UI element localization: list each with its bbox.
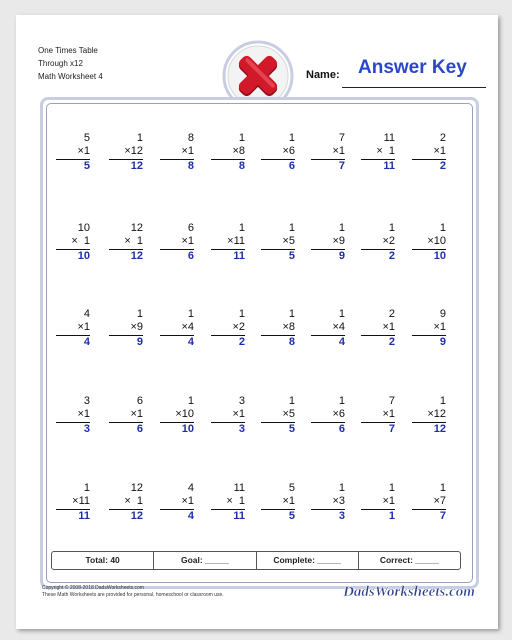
- problem-answer: 8: [238, 160, 245, 172]
- problem-top-number: 12: [130, 482, 143, 494]
- problem-answer: 6: [187, 250, 194, 262]
- multiplication-problem: [56, 222, 90, 272]
- multiplication-problem: [311, 308, 345, 358]
- problem-multiplier: ×12: [427, 408, 446, 420]
- problem-multiplier: ×4: [332, 321, 345, 333]
- problem-answer: 10: [77, 250, 90, 262]
- multiplication-problem: [160, 395, 194, 445]
- problem-multiplier: ×1: [433, 145, 446, 157]
- problem-answer: 5: [288, 423, 295, 435]
- problem-multiplier: ×12: [124, 145, 143, 157]
- problem-top-number: 2: [388, 308, 395, 320]
- problem-multiplier: ×1: [181, 495, 194, 507]
- problem-multiplier: ×1: [332, 145, 345, 157]
- problem-top-number: 1: [338, 308, 345, 320]
- problem-multiplier: ×10: [175, 408, 194, 420]
- problem-multiplier: ×1: [282, 495, 295, 507]
- name-field: [306, 57, 486, 87]
- multiplication-problem: [160, 132, 194, 182]
- problem-multiplier: ×3: [332, 495, 345, 507]
- problem-top-number: 11: [383, 132, 395, 144]
- multiplication-problem: [412, 308, 446, 358]
- name-label: Name:: [306, 69, 340, 81]
- problem-answer: 10: [433, 250, 446, 262]
- problem-multiplier: ×6: [332, 408, 345, 420]
- worksheet-page: [16, 15, 498, 629]
- problem-multiplier: ×2: [232, 321, 245, 333]
- problem-answer: 9: [136, 336, 143, 348]
- problem-multiplier: × 1: [226, 495, 245, 507]
- problem-top-number: 5: [288, 482, 295, 494]
- multiplication-problem: [412, 482, 446, 532]
- copyright-notice: [42, 585, 224, 599]
- multiplication-problem: [412, 222, 446, 272]
- problem-answer: 7: [388, 423, 395, 435]
- problem-top-number: 1: [388, 222, 395, 234]
- problem-multiplier: × 1: [71, 235, 90, 247]
- problem-answer: 12: [130, 250, 143, 262]
- problem-multiplier: ×1: [77, 321, 90, 333]
- problem-multiplier: ×11: [227, 235, 245, 247]
- problem-multiplier: ×5: [282, 235, 295, 247]
- problem-answer: 9: [439, 336, 446, 348]
- answer-key-title: Answer Key: [358, 57, 467, 78]
- multiplication-problem: [211, 395, 245, 445]
- problem-multiplier: ×2: [382, 235, 395, 247]
- problem-top-number: 1: [338, 395, 345, 407]
- problem-multiplier: ×1: [382, 321, 395, 333]
- multiplication-problem: [109, 222, 143, 272]
- worksheet-title: [38, 44, 103, 83]
- problem-top-number: 1: [238, 308, 245, 320]
- problem-top-number: 1: [83, 482, 90, 494]
- problem-answer: 5: [288, 250, 295, 262]
- goal-field: Goal: _____: [153, 552, 255, 569]
- problem-top-number: 1: [388, 482, 395, 494]
- problem-answer: 6: [338, 423, 345, 435]
- problem-answer: 11: [233, 250, 245, 262]
- problem-multiplier: ×1: [181, 235, 194, 247]
- problem-top-number: 11: [233, 482, 245, 494]
- problem-top-number: 3: [83, 395, 90, 407]
- multiplication-problem: [160, 222, 194, 272]
- problem-multiplier: ×5: [282, 408, 295, 420]
- title-line-3: Math Worksheet 4: [38, 72, 103, 81]
- multiplication-problem: [412, 395, 446, 445]
- complete-field: Complete: _____: [256, 552, 358, 569]
- problem-multiplier: ×8: [282, 321, 295, 333]
- problem-multiplier: ×8: [232, 145, 245, 157]
- multiplication-problem: [311, 222, 345, 272]
- problem-answer: 8: [288, 336, 295, 348]
- problem-top-number: 1: [439, 395, 446, 407]
- problem-answer: 6: [136, 423, 143, 435]
- total-count: Total: 40: [85, 555, 120, 565]
- problem-top-number: 1: [338, 482, 345, 494]
- multiplication-problem: [109, 132, 143, 182]
- multiplication-problem: [311, 482, 345, 532]
- multiplication-problem: [56, 482, 90, 532]
- problem-multiplier: ×9: [130, 321, 143, 333]
- problem-answer: 3: [83, 423, 90, 435]
- multiplication-problem: [109, 395, 143, 445]
- problem-top-number: 1: [338, 222, 345, 234]
- problem-top-number: 1: [238, 132, 245, 144]
- problem-top-number: 1: [238, 222, 245, 234]
- title-line-1: One Times Table: [38, 46, 98, 55]
- multiplication-problem: [261, 482, 295, 532]
- multiplication-problem: [160, 308, 194, 358]
- brand-text: DadsWorksheets.com: [343, 584, 475, 600]
- dadsworksheets-logo: [334, 581, 484, 601]
- multiplication-problem: [211, 482, 245, 532]
- problem-answer: 11: [78, 510, 90, 522]
- problem-answer: 4: [83, 336, 90, 348]
- multiplication-problem: [109, 482, 143, 532]
- multiplication-problem: [261, 395, 295, 445]
- problem-top-number: 1: [288, 308, 295, 320]
- problem-answer: 11: [383, 160, 395, 172]
- problem-multiplier: ×1: [181, 145, 194, 157]
- problem-answer: 3: [338, 510, 345, 522]
- multiplication-problem: [56, 308, 90, 358]
- problem-multiplier: ×1: [433, 321, 446, 333]
- problem-top-number: 9: [439, 308, 446, 320]
- multiplication-problem: [56, 395, 90, 445]
- multiplication-problem: [361, 308, 395, 358]
- problem-answer: 7: [338, 160, 345, 172]
- problem-top-number: 1: [288, 132, 295, 144]
- problem-answer: 1: [388, 510, 395, 522]
- problem-answer: 12: [130, 510, 143, 522]
- problem-top-number: 1: [288, 395, 295, 407]
- multiplication-problem: [311, 395, 345, 445]
- multiplication-problem: [361, 222, 395, 272]
- problem-answer: 5: [83, 160, 90, 172]
- multiplication-problem: [361, 395, 395, 445]
- multiplication-problem: [361, 132, 395, 182]
- problem-multiplier: ×6: [282, 145, 295, 157]
- problem-top-number: 1: [187, 308, 194, 320]
- problem-top-number: 2: [439, 132, 446, 144]
- problem-answer: 2: [388, 336, 395, 348]
- problem-multiplier: × 1: [376, 145, 395, 157]
- problem-top-number: 1: [136, 132, 143, 144]
- problem-answer: 8: [187, 160, 194, 172]
- title-line-2: Through x12: [38, 59, 83, 68]
- problem-answer: 9: [338, 250, 345, 262]
- problem-top-number: 4: [83, 308, 90, 320]
- problem-top-number: 1: [288, 222, 295, 234]
- score-bar: [51, 551, 461, 570]
- problem-top-number: 1: [439, 222, 446, 234]
- problem-answer: 2: [388, 250, 395, 262]
- copyright-line-2: These Math Worksheets are provided for personal, homeschool or classroom use.: [42, 592, 224, 598]
- problem-answer: 4: [187, 510, 194, 522]
- problem-top-number: 10: [77, 222, 90, 234]
- multiplication-problem: [261, 222, 295, 272]
- problem-answer: 4: [338, 336, 345, 348]
- copyright-line-1: Copyright © 2008-2018 DadsWorksheets.com: [42, 585, 144, 591]
- problem-multiplier: ×1: [77, 145, 90, 157]
- problem-top-number: 4: [187, 482, 194, 494]
- problem-multiplier: ×4: [181, 321, 194, 333]
- problem-top-number: 7: [338, 132, 345, 144]
- problem-multiplier: ×9: [332, 235, 345, 247]
- problem-answer: 7: [439, 510, 446, 522]
- multiplication-problem: [160, 482, 194, 532]
- problem-top-number: 1: [439, 482, 446, 494]
- problem-multiplier: ×1: [232, 408, 245, 420]
- problem-multiplier: ×7: [433, 495, 446, 507]
- problem-top-number: 1: [136, 308, 143, 320]
- problem-answer: 2: [238, 336, 245, 348]
- problem-top-number: 6: [136, 395, 143, 407]
- multiplication-problem: [311, 132, 345, 182]
- multiplication-problem: [56, 132, 90, 182]
- problem-multiplier: ×1: [382, 408, 395, 420]
- problems-frame: [40, 97, 479, 589]
- problem-answer: 4: [187, 336, 194, 348]
- problem-top-number: 7: [388, 395, 395, 407]
- problem-multiplier: ×10: [427, 235, 446, 247]
- problem-top-number: 8: [187, 132, 194, 144]
- problem-answer: 6: [288, 160, 295, 172]
- problem-multiplier: ×11: [72, 495, 90, 507]
- problem-multiplier: ×1: [130, 408, 143, 420]
- problem-multiplier: × 1: [124, 235, 143, 247]
- problem-answer: 5: [288, 510, 295, 522]
- problem-answer: 10: [181, 423, 194, 435]
- problem-top-number: 6: [187, 222, 194, 234]
- problem-top-number: 12: [130, 222, 143, 234]
- multiplication-problem: [211, 308, 245, 358]
- problem-answer: 12: [130, 160, 143, 172]
- multiplication-problem: [261, 132, 295, 182]
- problem-answer: 3: [238, 423, 245, 435]
- multiplication-problem: [211, 222, 245, 272]
- problem-answer: 11: [233, 510, 245, 522]
- problem-top-number: 5: [83, 132, 90, 144]
- problem-answer: 2: [439, 160, 446, 172]
- name-underline: [342, 87, 486, 88]
- correct-field: Correct: _____: [358, 552, 460, 569]
- multiplication-problem: [211, 132, 245, 182]
- problem-top-number: 1: [187, 395, 194, 407]
- problem-answer: 12: [433, 423, 446, 435]
- problem-multiplier: ×1: [77, 408, 90, 420]
- multiplication-problem: [412, 132, 446, 182]
- multiplication-problem: [361, 482, 395, 532]
- problem-multiplier: ×1: [382, 495, 395, 507]
- problem-multiplier: × 1: [124, 495, 143, 507]
- problem-top-number: 3: [238, 395, 245, 407]
- multiplication-problem: [109, 308, 143, 358]
- multiplication-problem: [261, 308, 295, 358]
